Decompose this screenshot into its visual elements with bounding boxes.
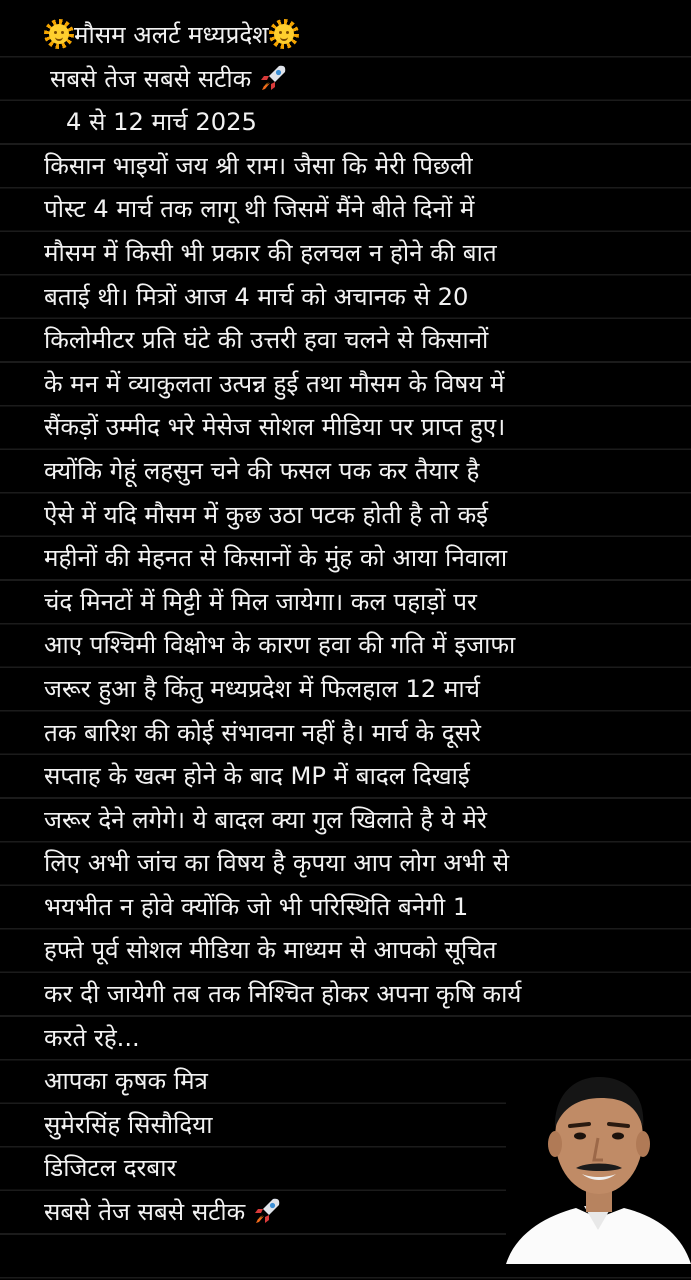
post-tagline: सबसे तेज सबसे सटीक [50,64,252,93]
body-line: जरूर देने लगेगे। ये बादल क्या गुल खिलाते है ये मेरे [44,805,487,834]
body-line: महीनों की मेहनत से किसानों के मुंह को आया निवाला [44,544,508,573]
body-line: हफ्ते पूर्व सोशल मीडिया के माध्यम से आपको सूचित [44,936,497,965]
post-title: मौसम अलर्ट मध्यप्रदेश [74,21,269,49]
post-tagline-line [44,58,684,102]
rocket-icon [251,1195,283,1227]
body-line: लिए अभी जांच का विषय है कृपया आप लोग अभी से [44,849,510,878]
body-line: क्योंकि गेहूं लहसुन चने की फसल पक कर तैयार है [44,456,480,485]
body-line: आए पश्चिमी विक्षोभ के कारण हवा की गति में इजाफा [44,631,516,660]
weather-alert-post [44,14,684,1235]
body-line: जरूर हुआ है किंतु मध्यप्रदेश में फिलहाल 12 मार्च [44,674,480,703]
signature-closing: आपका कृषक मित्र [44,1067,208,1096]
body-line: कर दी जायेगी तब तक निश्चित होकर अपना कृषि कार्य [44,980,522,1009]
rocket-icon [257,62,289,94]
body-line: किसान भाइयों जय श्री राम। जैसा कि मेरी पिछली [44,151,473,180]
body-line: सप्ताह के खत्म होने के बाद MP में बादल दिखाई [44,762,470,791]
body-line: चंद मिनटों में मिट्टी में मिल जायेगा। कल पहाड़ों पर [44,587,477,616]
body-line: पोस्ट 4 मार्च तक लागू थी जिसमें मैंने बीते दिनों में [44,195,475,224]
body-line: मौसम में किसी भी प्रकार की हलचल न होने की बात [44,238,497,267]
body-line: के मन में व्याकुलता उत्पन्न हुई तथा मौसम के विषय में [44,369,505,398]
body-line: बताई थी। मित्रों आज 4 मार्च को अचानक से 20 [44,282,469,311]
body-line: भयभीत न होवे क्योंकि जो भी परिस्थिति बनेगी 1 [44,892,469,921]
body-line: किलोमीटर प्रति घंटे की उत्तरी हवा चलने से किसानों [44,326,489,355]
signature-name: सुमेरसिंह सिसौदिया [44,1110,213,1139]
sun-with-face-icon [269,19,299,49]
post-date-range: 4 से 12 मार्च 2025 [66,108,257,137]
post-body [44,145,684,1060]
body-line: सैंकड़ों उम्मीद भरे मेसेज सोशल मीडिया पर प्राप्त हुए। [44,413,506,442]
body-line: ऐसे में यदि मौसम में कुछ उठा पटक होती है तो कई [44,500,489,529]
post-date-line [44,101,684,145]
body-line: करते रहे... [44,1023,140,1052]
signature-org: डिजिटल दरबार [44,1154,177,1183]
sun-with-face-icon [44,19,74,49]
author-photo [506,1068,691,1264]
post-title-line [44,14,684,58]
signature-tagline: सबसे तेज सबसे सटीक [44,1198,246,1227]
body-line: तक बारिश की कोई संभावना नहीं है। मार्च के दूसरे [44,718,481,747]
